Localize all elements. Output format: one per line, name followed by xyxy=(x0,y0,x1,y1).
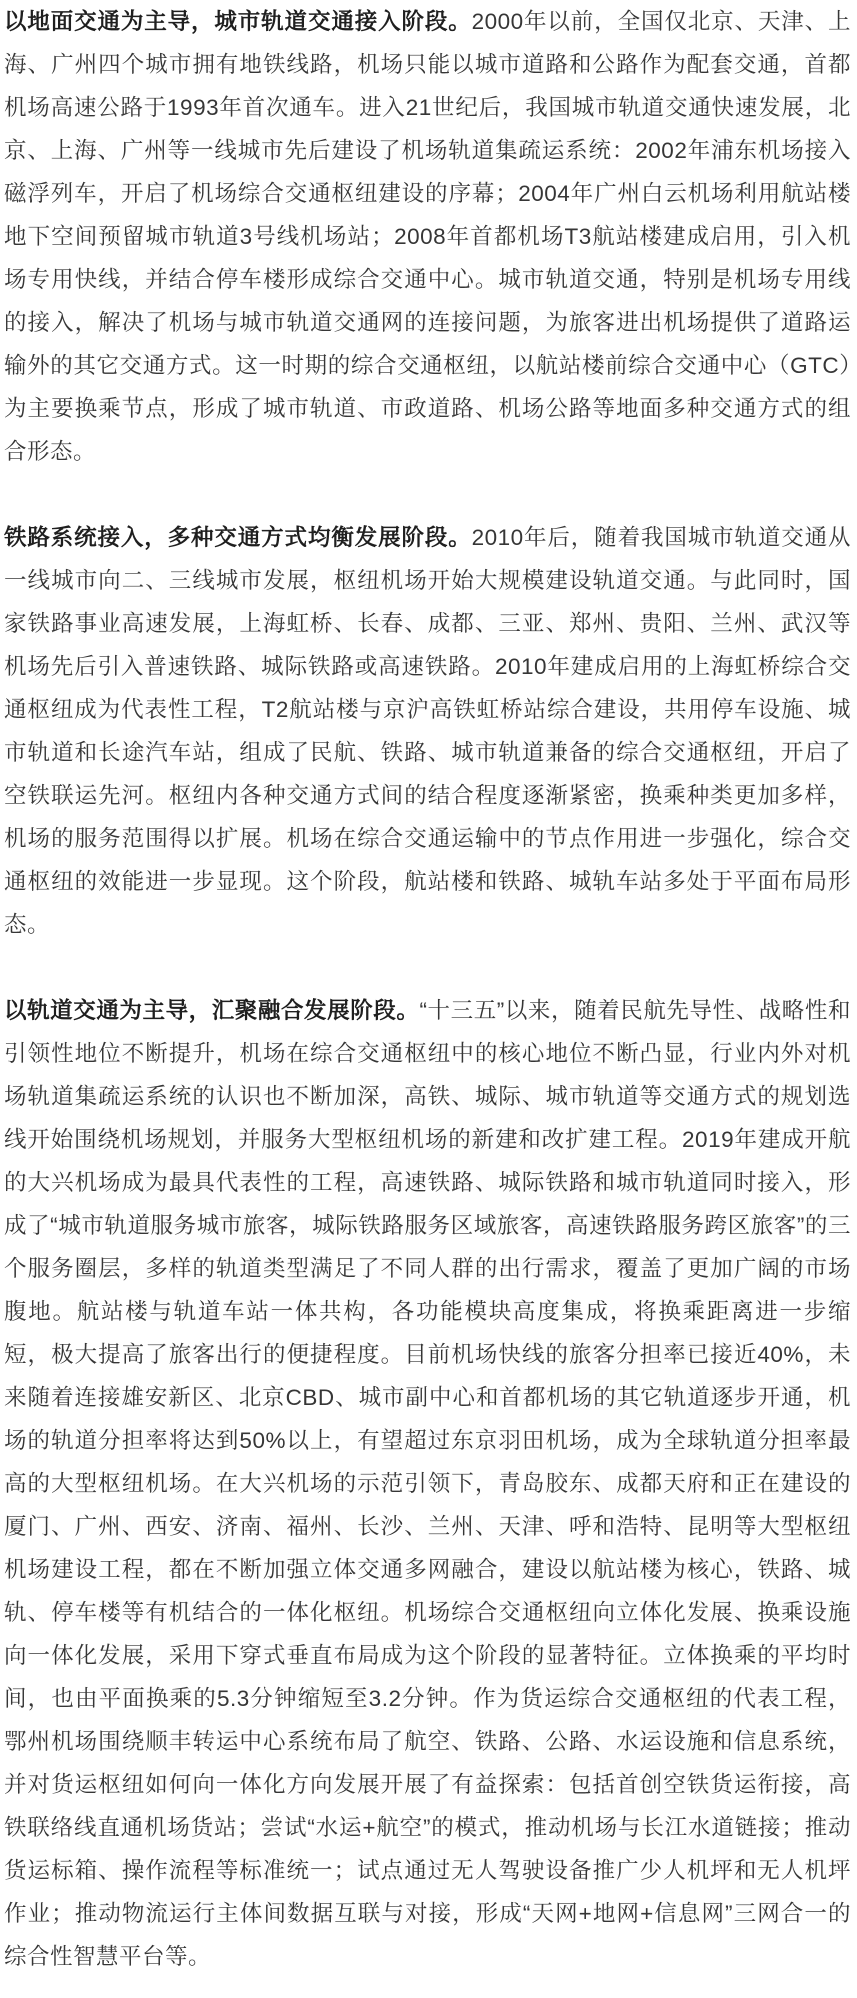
paragraph-railway-access-stage-body: 2010年后，随着我国城市轨道交通从一线城市向二、三线城市发展，枢纽机场开始大规模建设轨道交通。与此同时，国家铁路事业高速发展，上海虹桥、长春、成都、三亚、郑州、贵阳、兰州、武汉等机场先后引入普速铁路、城际铁路或高速铁路。2010年建成启用的上海虹桥综合交通枢纽成为代表性工程，T2航站楼与京沪高铁虹桥站综合建设，共用停车设施、城市轨道和长途汽车站，组成了民航、铁路、城市轨道兼备的综合交通枢纽，开启了空铁联运先河。枢纽内各种交通方式间的结合程度逐渐紧密，换乘种类更加多样，机场的服务范围得以扩展。机场在综合交通运输中的节点作用进一步强化，综合交通枢纽的效能进一步显现。这个阶段，航站楼和铁路、城轨车站多处于平面布局形态。 xyxy=(4,525,851,937)
paragraph-ground-transport-stage-heading: 以地面交通为主导，城市轨道交通接入阶段。 xyxy=(4,9,472,34)
paragraph-rail-dominant-stage xyxy=(4,989,851,1978)
paragraph-ground-transport-stage-body: 2000年以前，全国仅北京、天津、上海、广州四个城市拥有地铁线路，机场只能以城市道路和公路作为配套交通，首都机场高速公路于1993年首次通车。进入21世纪后，我国城市轨道交通快速发展，北京、上海、广州等一线城市先后建设了机场轨道集疏运系统：2002年浦东机场接入磁浮列车，开启了机场综合交通枢纽建设的序幕；2004年广州白云机场利用航站楼地下空间预留城市轨道3号线机场站；2008年首都机场T3航站楼建成启用，引入机场专用快线，并结合停车楼形成综合交通中心。城市轨道交通，特别是机场专用线的接入，解决了机场与城市轨道交通网的连接问题，为旅客进出机场提供了道路运输外的其它交通方式。这一时期的综合交通枢纽，以航站楼前综合交通中心（GTC）为主要换乘节点，形成了城市轨道、市政道路、机场公路等地面多种交通方式的组合形态。 xyxy=(4,9,851,464)
paragraph-rail-dominant-stage-heading: 以轨道交通为主导，汇聚融合发展阶段。 xyxy=(4,998,420,1023)
paragraph-rail-dominant-stage-body: “十三五”以来，随着民航先导性、战略性和引领性地位不断提升，机场在综合交通枢纽中的核心地位不断凸显，行业内外对机场轨道集疏运系统的认识也不断加深，高铁、城际、城市轨道等交通方式的规划选线开始围绕机场规划，并服务大型枢纽机场的新建和改扩建工程。2019年建成开航的大兴机场成为最具代表性的工程，高速铁路、城际铁路和城市轨道同时接入，形成了“城市轨道服务城市旅客，城际铁路服务区域旅客，高速铁路服务跨区旅客”的三个服务圈层，多样的轨道类型满足了不同人群的出行需求，覆盖了更加广阔的市场腹地。航站楼与轨道车站一体共构，各功能模块高度集成，将换乘距离进一步缩短，极大提高了旅客出行的便捷程度。目前机场快线的旅客分担率已接近40%，未来随着连接雄安新区、北京CBD、城市副中心和首都机场的其它轨道逐步开通，机场的轨道分担率将达到50%以上，有望超过东京羽田机场，成为全球轨道分担率最高的大型枢纽机场。在大兴机场的示范引领下，青岛胶东、成都天府和正在建设的厦门、广州、西安、济南、福州、长沙、兰州、天津、呼和浩特、昆明等大型枢纽机场建设工程，都在不断加强立体交通多网融合，建设以航站楼为核心，铁路、城轨、停车楼等有机结合的一体化枢纽。机场综合交通枢纽向立体化发展、换乘设施向一体化发展，采用下穿式垂直布局成为这个阶段的显著特征。立体换乘的平均时间，也由平面换乘的5.3分钟缩短至3.2分钟。作为货运综合交通枢纽的代表工程，鄂州机场围绕顺丰转运中心系统布局了航空、铁路、公路、水运设施和信息系统，并对货运枢纽如何向一体化方向发展开展了有益探索：包括首创空铁货运衔接，高铁联络线直通机场货站；尝试“水运+航空”的模式，推动机场与长江水道链接；推动货运标箱、操作流程等标准统一；试点通过无人驾驶设备推广少人机坪和无人机坪作业；推动物流运行主体间数据互联与对接，形成“天网+地网+信息网”三网合一的综合性智慧平台等。 xyxy=(4,998,851,1969)
paragraph-ground-transport-stage xyxy=(4,0,851,473)
paragraph-railway-access-stage xyxy=(4,516,851,946)
paragraph-railway-access-stage-heading: 铁路系统接入，多种交通方式均衡发展阶段。 xyxy=(4,525,472,550)
